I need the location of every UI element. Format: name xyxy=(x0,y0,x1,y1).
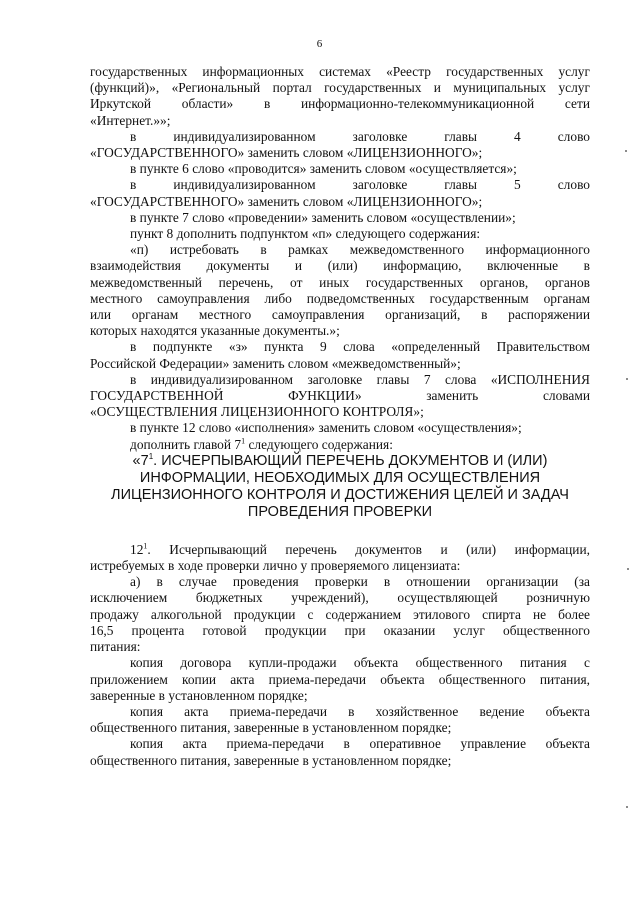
text-line: общественного питания, заверенные в установленном порядке; xyxy=(90,720,452,736)
text-line: в индивидуализированном заголовке главы 7 слова «ИСПОЛНЕНИЯ xyxy=(130,371,590,387)
scan-speck xyxy=(626,806,628,808)
text-line: заверенные в установленном порядке; xyxy=(90,687,308,703)
add-chapter-line: дополнить главой $7^1$ следующего содержания: xyxy=(130,436,393,452)
text-line: в пункте 7 слово «проведении» заменить словом «осуществлении»; xyxy=(130,209,516,225)
text-line: «п) истребовать в рамках межведомственного информационного xyxy=(130,242,590,258)
chapter-heading-line: «$7^1$. ИСЧЕРПЫВАЮЩИЙ ПЕРЕЧЕНЬ ДОКУМЕНТОВ И (ИЛИ) xyxy=(132,452,548,469)
text-line: Иркутской области» в информационно-телекоммуникационной сети xyxy=(90,96,590,112)
paragraph-group-1 xyxy=(90,64,590,437)
chapter-heading-line: ИНФОРМАЦИИ, НЕОБХОДИМЫХ ДЛЯ ОСУЩЕСТВЛЕНИЯ xyxy=(139,469,541,486)
chapter-heading xyxy=(90,453,590,521)
text-line: «ГОСУДАРСТВЕННОГО» заменить словом «ЛИЦЕНЗИОННОГО»; xyxy=(90,193,483,209)
text-line: в индивидуализированном заголовке главы 4 слово xyxy=(130,128,590,144)
text-line: 16,5 процента готовой продукции при оказании услуг общественного xyxy=(90,622,590,638)
text-line: «ГОСУДАРСТВЕННОГО» заменить словом «ЛИЦЕНЗИОННОГО»; xyxy=(90,145,483,161)
text-line: межведомственный перечень, от иных государственных органов, органов xyxy=(90,274,590,290)
text-line: пункт 8 дополнить подпунктом «п» следующего содержания: xyxy=(130,226,481,242)
text-line: «ОСУЩЕСТВЛЕНИЯ ЛИЦЕНЗИОННОГО КОНТРОЛЯ»; xyxy=(90,404,424,420)
chapter-heading-line: ЛИЦЕНЗИОННОГО КОНТРОЛЯ И ДОСТИЖЕНИЯ ЦЕЛЕЙ И ЗАДАЧ xyxy=(111,486,569,503)
text-line: «Интернет.»»; xyxy=(90,112,171,128)
paragraph-group-2 xyxy=(90,574,590,768)
item-12-1-line: истребуемых в ходе проверки лично у проверяемого лицензиата: xyxy=(90,558,461,574)
text-line: в подпункте «з» пункта 9 слова «определенный Правительством xyxy=(130,339,590,355)
page-number: 6 xyxy=(316,38,323,50)
text-line: которых находятся указанные документы.»; xyxy=(90,323,340,339)
item-12-1-line: $12^1$. Исчерпывающий перечень документов и (или) информации, xyxy=(130,541,590,557)
text-line: исключением бюджетных учреждений), осуществляющей розничную xyxy=(90,590,590,606)
document-body xyxy=(90,64,590,769)
text-line: а) в случае проведения проверки в отношении организации (за xyxy=(130,574,590,590)
text-line: местного самоуправления либо подведомственных государственным органам xyxy=(90,290,590,306)
scan-speck xyxy=(626,378,628,380)
text-line: или органам местного самоуправления организаций, в распоряжении xyxy=(90,307,590,323)
text-line: приложением копии акта приема-передачи объекта общественного питания, xyxy=(90,671,590,687)
text-line: взаимодействия документы и (или) информацию, включенные в xyxy=(90,258,590,274)
text-line: копия акта приема-передачи в оперативное управление объекта xyxy=(130,736,590,752)
text-line: питания: xyxy=(90,639,141,655)
text-line: государственных информационных системах «Реестр государственных услуг xyxy=(90,64,590,79)
text-line: в индивидуализированном заголовке главы 5 слово xyxy=(130,177,590,193)
text-line: в пункте 12 слово «исполнения» заменить словом «осуществления»; xyxy=(130,420,522,436)
chapter-heading-line: ПРОВЕДЕНИЯ ПРОВЕРКИ xyxy=(247,503,433,520)
text-line: ГОСУДАРСТВЕННОЙ ФУНКЦИИ» заменить словами xyxy=(90,388,590,404)
text-line: копия акта приема-передачи в хозяйственное ведение объекта xyxy=(130,703,590,719)
text-line: (функций)», «Региональный портал государственных и муниципальных услуг xyxy=(90,80,590,96)
text-line: общественного питания, заверенные в установленном порядке; xyxy=(90,752,452,768)
text-line: в пункте 6 слово «проводится» заменить словом «осуществляется»; xyxy=(130,161,517,177)
scan-speck xyxy=(625,150,627,152)
scan-speck xyxy=(627,568,629,570)
text-line: копия договора купли-продажи объекта общественного питания с xyxy=(130,655,590,671)
text-line: продажу алкогольной продукции с содержанием этилового спирта не более xyxy=(90,606,590,622)
text-line: Российской Федерации» заменить словом «межведомственный»; xyxy=(90,355,461,371)
